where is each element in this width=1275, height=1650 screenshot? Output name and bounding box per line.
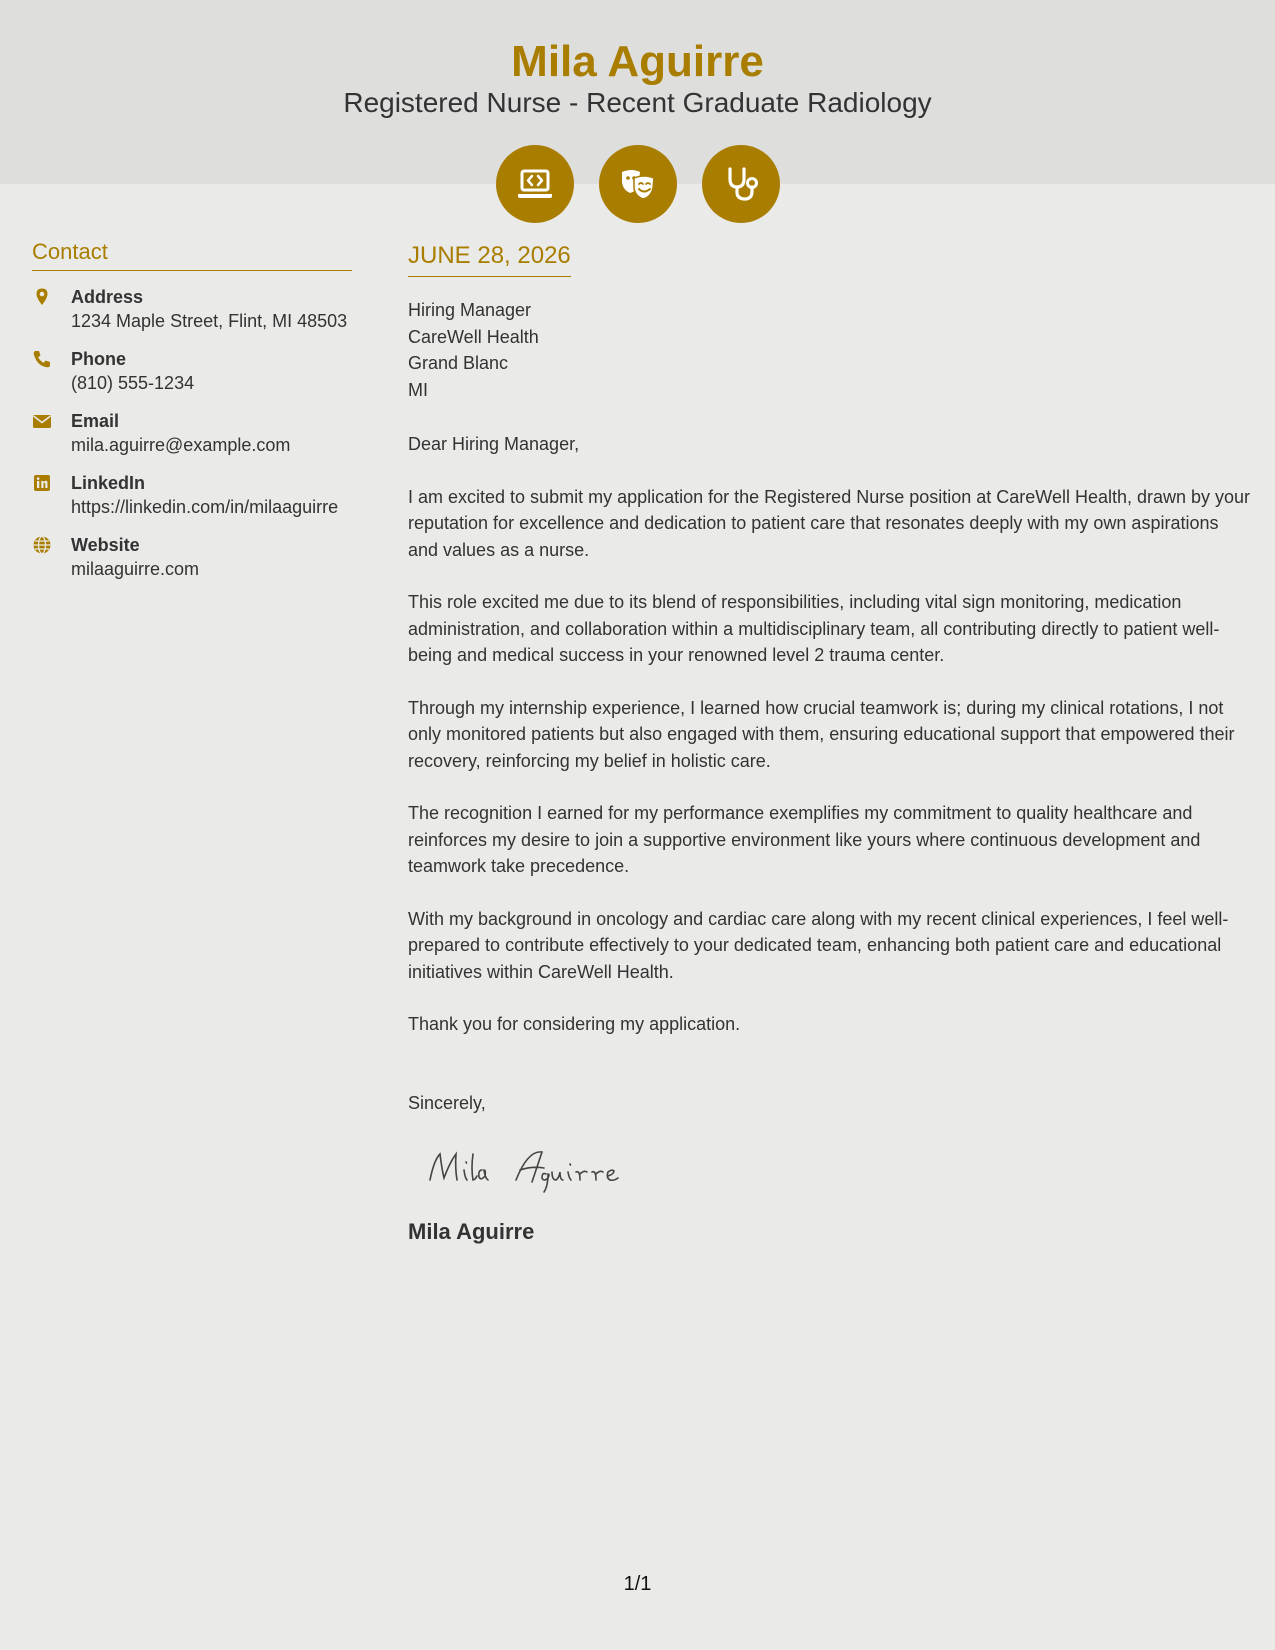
letter-paragraph: I am excited to submit my application for the Registered Nurse position at CareWell Health, drawn by your reputation for excellence and dedication to patient care that resonates deeply with my own aspirations and values as a nurse. — [408, 486, 1251, 560]
laptop-code-icon — [496, 145, 574, 223]
recipient-line: MI — [408, 379, 428, 400]
phone-value[interactable]: (810) 555-1234 — [71, 373, 195, 393]
contact-email — [32, 409, 352, 457]
location-pin-icon — [32, 287, 52, 307]
letter-paragraph: Thank you for considering my application. — [408, 1014, 741, 1034]
recipient-line: CareWell Health — [408, 326, 539, 347]
letter-paragraph: This role excited me due to its blend of responsibilities, including vital sign monitoring, medication administration, and collaboration within a multidisciplinary team, all contributing directly to patient well-being and medical success in your renowned level 2 trauma center. — [408, 592, 1220, 665]
address-value: 1234 Maple Street, Flint, MI 48503 — [71, 311, 348, 331]
applicant-name: Mila Aguirre — [511, 37, 764, 86]
salutation: Dear Hiring Manager, — [408, 434, 580, 454]
letter-body — [408, 240, 1253, 1246]
contact-phone — [32, 347, 352, 395]
email-value[interactable]: mila.aguirre@example.com — [71, 435, 291, 455]
recipient-line: Hiring Manager — [408, 300, 532, 320]
stethoscope-icon — [702, 145, 780, 223]
applicant-title: Registered Nurse - Recent Graduate Radiology — [343, 87, 932, 118]
signer-name: Mila Aguirre — [408, 1219, 535, 1244]
closing: Sincerely, — [408, 1092, 486, 1113]
signature-image — [424, 1140, 1253, 1196]
contact-website — [32, 533, 352, 581]
letter-paragraph: With my background in oncology and cardiac care along with my recent clinical experiences, I feel well-prepared to contribute effectively to your dedicated team, enhancing both patient care and educational initiatives within CareWell Health. — [408, 908, 1229, 982]
recipient-line: Grand Blanc — [408, 353, 509, 373]
contact-sidebar — [32, 238, 352, 581]
website-label: Website — [71, 535, 140, 555]
globe-icon — [32, 535, 52, 555]
address-label: Address — [71, 287, 144, 307]
envelope-icon — [32, 411, 52, 431]
letter-paragraph: The recognition I earned for my performance exemplifies my commitment to quality healthcare and reinforces my desire to join a supportive environment like yours where continuous development and teamwork take precedence. — [408, 803, 1201, 876]
contact-linkedin — [32, 471, 352, 519]
theater-masks-icon — [599, 145, 677, 223]
letter-paragraph: Through my internship experience, I learned how crucial teamwork is; during my clinical rotations, I not only monitored patients but also engaged with them, ensuring educational support that empowered their recovery, reinforcing my belief in holistic care. — [408, 697, 1235, 771]
website-value[interactable]: milaaguirre.com — [71, 559, 200, 579]
email-label: Email — [71, 411, 120, 431]
linkedin-label: LinkedIn — [71, 473, 146, 493]
linkedin-icon — [32, 473, 52, 493]
recipient-block — [408, 297, 1253, 403]
phone-icon — [32, 349, 52, 369]
contact-heading: Contact — [32, 238, 352, 271]
letter-date: JUNE 28, 2026 — [408, 240, 571, 277]
phone-label: Phone — [71, 349, 127, 369]
page-number: 1/1 — [623, 1573, 652, 1595]
contact-address — [32, 285, 352, 333]
linkedin-value[interactable]: https://linkedin.com/in/milaaguirre — [71, 497, 339, 517]
